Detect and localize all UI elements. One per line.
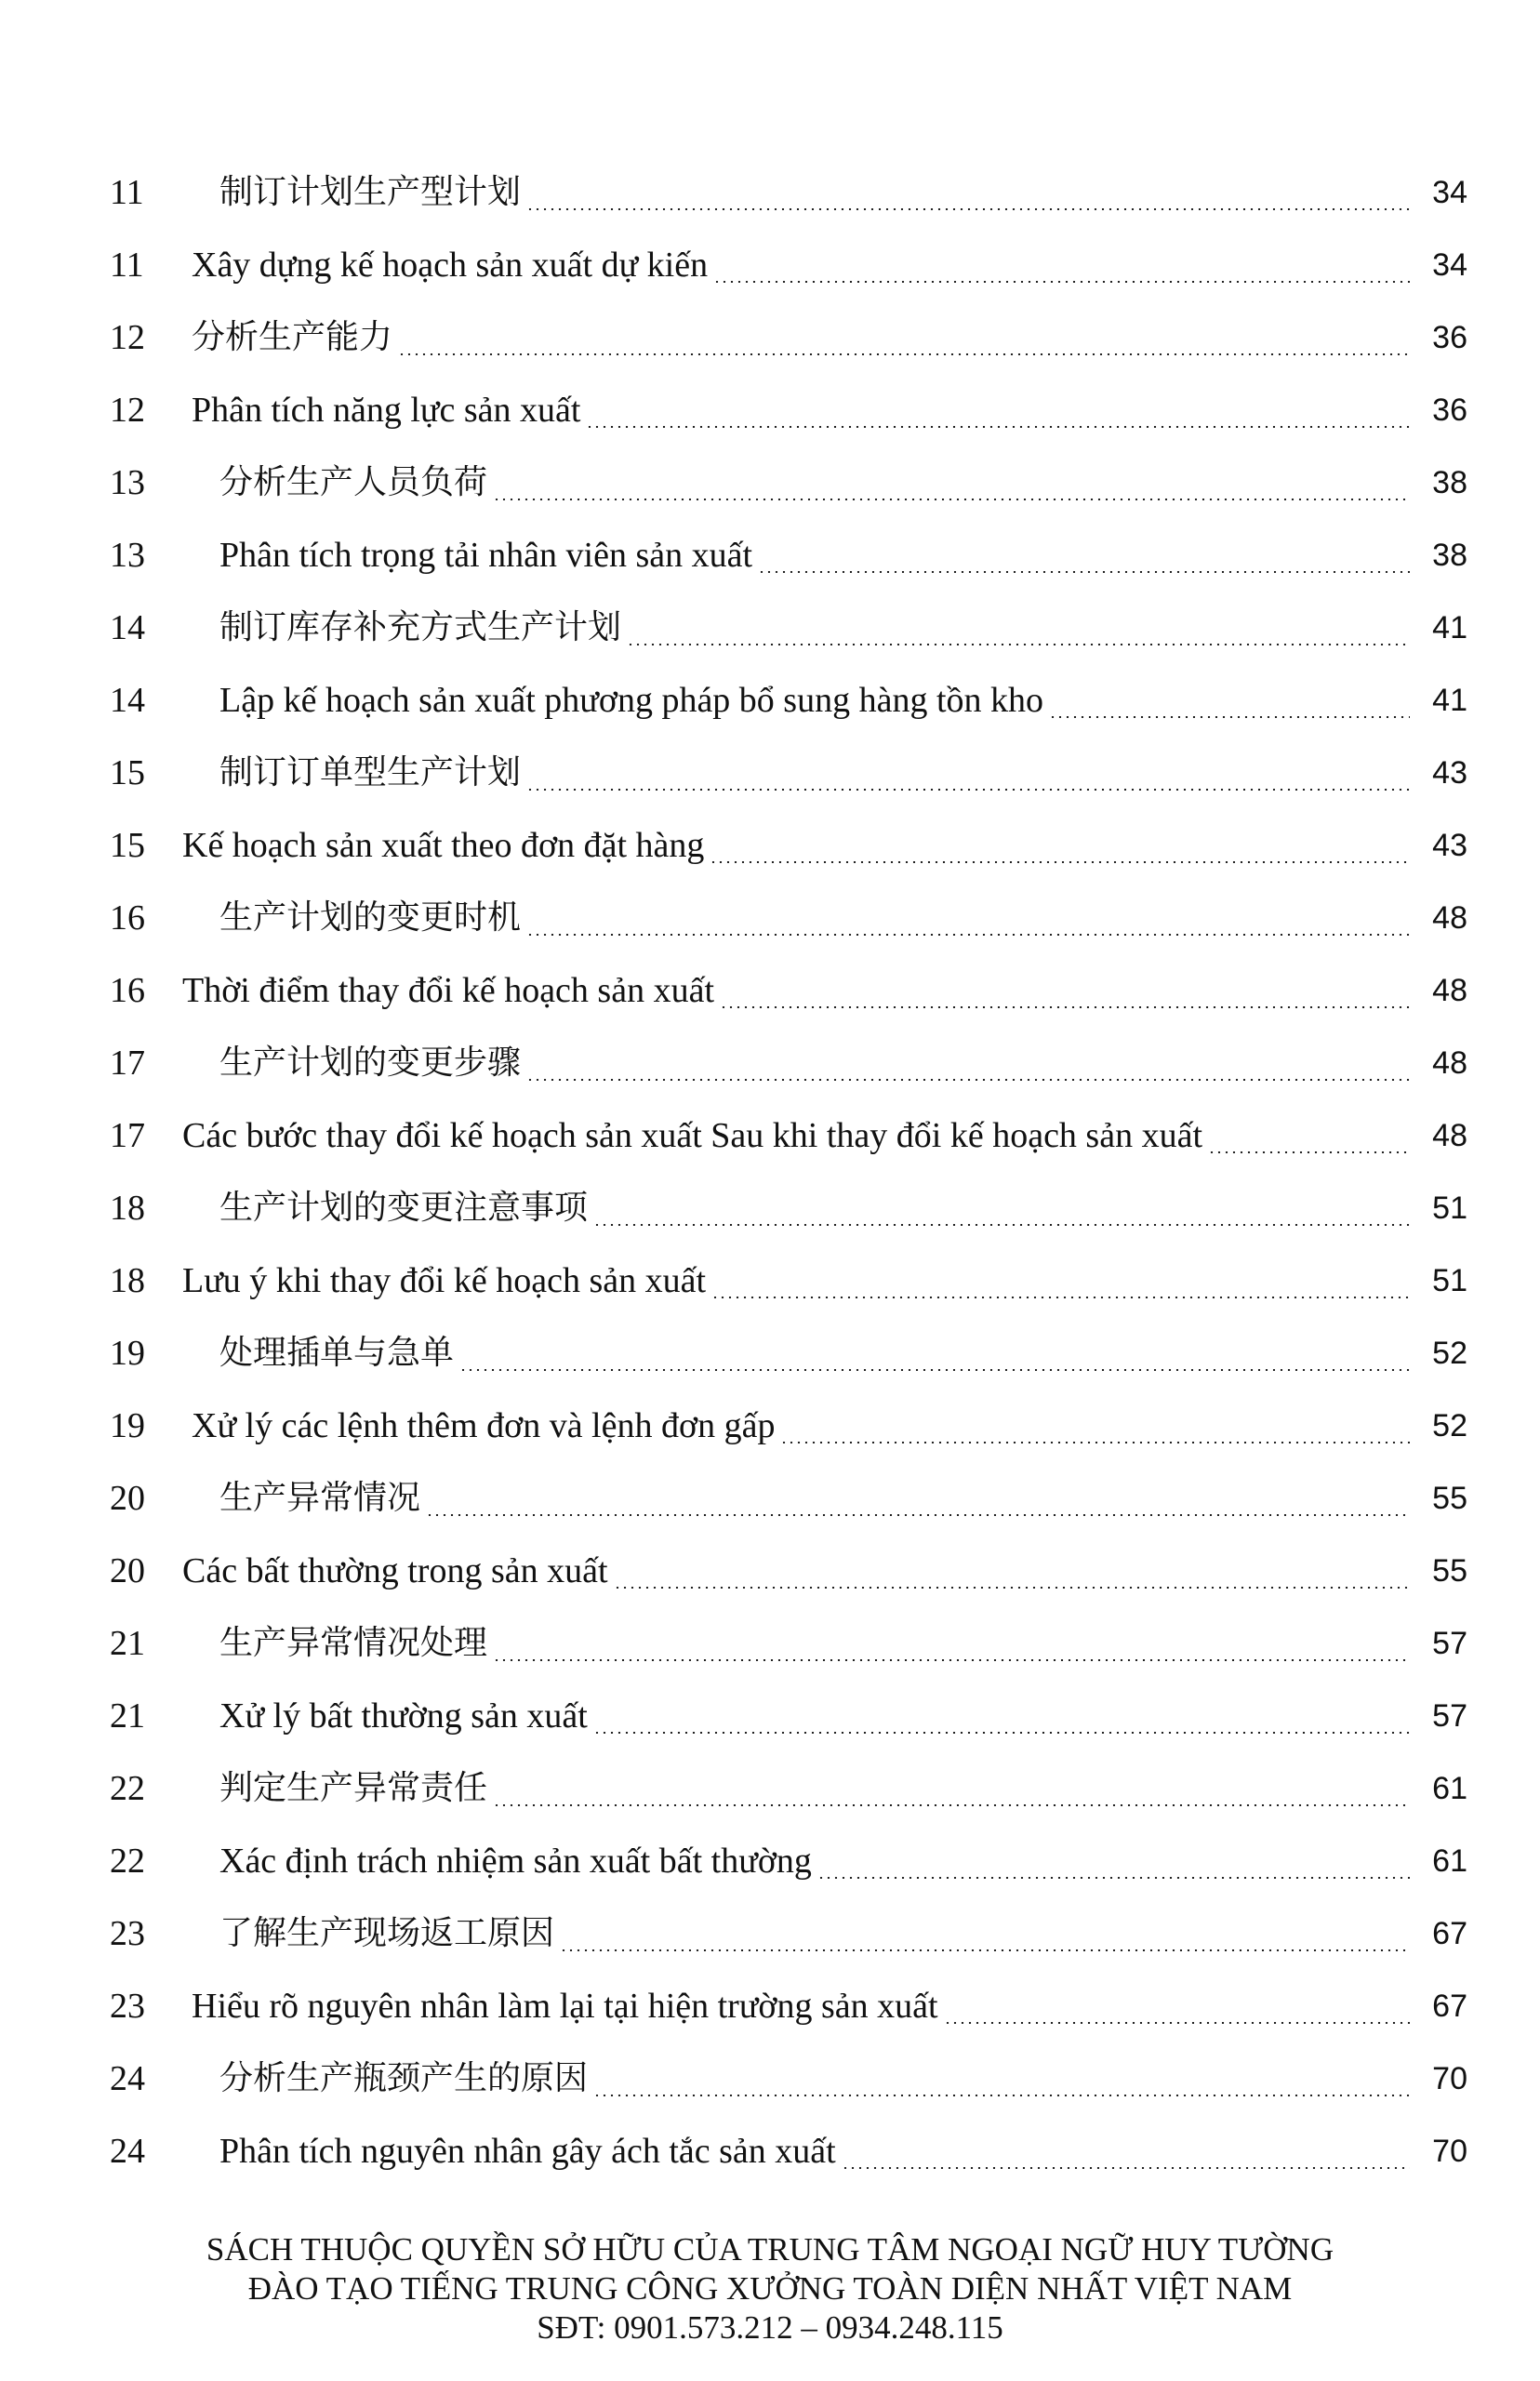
toc-entry-title: 制订计划生产型计划 bbox=[219, 173, 522, 211]
footer-ownership-line: SÁCH THUỘC QUYỀN SỞ HỮU CỦA TRUNG TÂM NGOẠI NGỮ HUY TƯỜNG bbox=[206, 2231, 1334, 2268]
toc-entry-page-number: 43 bbox=[1432, 755, 1467, 791]
toc-dot-leader bbox=[780, 1442, 1410, 1443]
footer-phone-line: SĐT: 0901.573.212 – 0934.248.115 bbox=[537, 2309, 1003, 2346]
toc-entry[interactable] bbox=[110, 1607, 1467, 1680]
toc-entry-page-number: 61 bbox=[1432, 1771, 1467, 1806]
toc-entry-number: 13 bbox=[110, 463, 145, 502]
toc-entry-page-number: 51 bbox=[1432, 1190, 1467, 1226]
toc-entry-title: 分析生产能力 bbox=[192, 318, 393, 356]
toc-entry-page-number: 57 bbox=[1432, 1626, 1467, 1661]
toc-entry-title: 生产计划的变更步骤 bbox=[219, 1044, 522, 1082]
toc-dot-leader bbox=[493, 1804, 1410, 1806]
toc-entry[interactable] bbox=[110, 1752, 1467, 1825]
toc-entry-number: 20 bbox=[110, 1479, 145, 1518]
toc-entry-page-number: 48 bbox=[1432, 900, 1467, 936]
toc-entry-number: 17 bbox=[110, 1044, 145, 1083]
toc-entry-page-number: 36 bbox=[1432, 392, 1467, 428]
toc-dot-leader bbox=[593, 1224, 1410, 1226]
toc-entry-number: 21 bbox=[110, 1696, 145, 1736]
toc-entry-page-number: 34 bbox=[1432, 247, 1467, 283]
toc-entry[interactable] bbox=[110, 1390, 1467, 1462]
toc-dot-leader bbox=[758, 571, 1410, 573]
toc-entry[interactable] bbox=[110, 592, 1467, 664]
toc-entry-title: Xác định trách nhiệm sản xuất bất thường bbox=[219, 1842, 812, 1881]
toc-entry-title: Kế hoạch sản xuất theo đơn đặt hàng bbox=[182, 826, 705, 865]
toc-entry[interactable] bbox=[110, 1099, 1467, 1172]
toc-entry-title: 制订库存补充方式生产计划 bbox=[219, 608, 622, 646]
toc-entry-number: 11 bbox=[110, 246, 144, 285]
toc-dot-leader bbox=[586, 426, 1410, 428]
toc-entry-number: 12 bbox=[110, 391, 145, 430]
toc-dot-leader bbox=[526, 934, 1410, 936]
toc-dot-leader bbox=[493, 499, 1410, 500]
toc-entry-title: Phân tích trọng tải nhân viên sản xuất bbox=[219, 536, 753, 575]
toc-dot-leader bbox=[526, 789, 1410, 791]
toc-entry-number: 16 bbox=[110, 971, 145, 1010]
toc-entry-number: 20 bbox=[110, 1551, 145, 1590]
page-footer bbox=[0, 2230, 1540, 2348]
toc-entry[interactable] bbox=[110, 1172, 1467, 1244]
toc-entry-number: 21 bbox=[110, 1624, 145, 1663]
toc-entry-number: 15 bbox=[110, 826, 145, 865]
toc-entry-title: 判定生产异常责任 bbox=[219, 1769, 488, 1807]
toc-entry-page-number: 70 bbox=[1432, 2061, 1467, 2096]
toc-dot-leader bbox=[398, 353, 1410, 355]
toc-entry-page-number: 67 bbox=[1432, 1989, 1467, 2024]
toc-entry-title: Thời điểm thay đổi kế hoạch sản xuất bbox=[182, 971, 715, 1010]
toc-entry[interactable] bbox=[110, 954, 1467, 1027]
toc-entry[interactable] bbox=[110, 374, 1467, 446]
toc-entry-page-number: 48 bbox=[1432, 1045, 1467, 1081]
toc-entry-number: 23 bbox=[110, 1914, 145, 1953]
toc-entry[interactable] bbox=[110, 1825, 1467, 1897]
toc-entry[interactable] bbox=[110, 301, 1467, 374]
toc-entry-title: 处理插单与急单 bbox=[219, 1334, 455, 1372]
toc-entry-page-number: 55 bbox=[1432, 1553, 1467, 1589]
toc-entry-page-number: 34 bbox=[1432, 175, 1467, 210]
toc-entry-title: Phân tích năng lực sản xuất bbox=[192, 391, 581, 430]
toc-dot-leader bbox=[493, 1659, 1410, 1661]
toc-entry-number: 11 bbox=[110, 173, 144, 212]
toc-entry-page-number: 41 bbox=[1432, 610, 1467, 645]
toc-entry-number: 19 bbox=[110, 1334, 145, 1373]
toc-dot-leader bbox=[944, 2022, 1410, 2024]
toc-entry-page-number: 67 bbox=[1432, 1916, 1467, 1951]
toc-entry-title: Lập kế hoạch sản xuất phương pháp bổ sung hàng tồn kho bbox=[219, 681, 1044, 720]
toc-entry-number: 24 bbox=[110, 2132, 145, 2171]
toc-entry-title: Xây dựng kế hoạch sản xuất dự kiến bbox=[192, 246, 709, 285]
toc-entry-title: Các bất thường trong sản xuất bbox=[182, 1551, 608, 1590]
toc-entry[interactable] bbox=[110, 882, 1467, 954]
toc-entry[interactable] bbox=[110, 2115, 1467, 2188]
toc-dot-leader bbox=[593, 1732, 1410, 1734]
toc-dot-leader bbox=[720, 1006, 1410, 1008]
toc-entry-title: 制订订单型生产计划 bbox=[219, 753, 522, 791]
toc-dot-leader bbox=[711, 1297, 1410, 1298]
toc-entry-page-number: 38 bbox=[1432, 538, 1467, 573]
toc-entry[interactable] bbox=[110, 519, 1467, 592]
toc-entry-title: 生产异常情况处理 bbox=[219, 1624, 488, 1662]
toc-entry-page-number: 48 bbox=[1432, 1118, 1467, 1153]
toc-dot-leader bbox=[713, 281, 1410, 283]
toc-entry-number: 18 bbox=[110, 1261, 145, 1300]
toc-entry-page-number: 70 bbox=[1432, 2134, 1467, 2169]
toc-entry-number: 15 bbox=[110, 753, 145, 792]
toc-entry-page-number: 48 bbox=[1432, 973, 1467, 1008]
toc-dot-leader bbox=[593, 2095, 1410, 2096]
toc-entry-number: 24 bbox=[110, 2059, 145, 2098]
toc-entry-title: Lưu ý khi thay đổi kế hoạch sản xuất bbox=[182, 1261, 707, 1300]
toc-entry-page-number: 52 bbox=[1432, 1336, 1467, 1371]
toc-entry[interactable] bbox=[110, 809, 1467, 882]
toc-entry-title: 生产计划的变更注意事项 bbox=[219, 1189, 589, 1227]
toc-entry-title: Hiểu rõ nguyên nhân làm lại tại hiện trường sản xuất bbox=[192, 1987, 938, 2026]
toc-entry-title: 生产异常情况 bbox=[219, 1479, 421, 1517]
toc-entry-page-number: 36 bbox=[1432, 320, 1467, 355]
toc-entry-number: 16 bbox=[110, 898, 145, 938]
toc-entry-number: 17 bbox=[110, 1116, 145, 1155]
toc-entry[interactable] bbox=[110, 1970, 1467, 2042]
toc-entry-title: 了解生产现场返工原因 bbox=[219, 1914, 555, 1952]
toc-entry-page-number: 52 bbox=[1432, 1408, 1467, 1443]
toc-entry-title: 分析生产瓶颈产生的原因 bbox=[219, 2059, 589, 2097]
toc-dot-leader bbox=[817, 1877, 1410, 1879]
toc-dot-leader bbox=[614, 1587, 1410, 1589]
toc-entry-page-number: 61 bbox=[1432, 1843, 1467, 1879]
toc-dot-leader bbox=[710, 861, 1410, 863]
toc-entry[interactable] bbox=[110, 446, 1467, 519]
toc-entry-number: 14 bbox=[110, 681, 145, 720]
toc-entry-number: 13 bbox=[110, 536, 145, 575]
toc-dot-leader bbox=[526, 208, 1410, 210]
toc-entry-title: Xử lý các lệnh thêm đơn và lệnh đơn gấp bbox=[192, 1406, 776, 1445]
toc-entry-page-number: 38 bbox=[1432, 465, 1467, 500]
toc-dot-leader bbox=[627, 644, 1410, 645]
toc-entry[interactable] bbox=[110, 1317, 1467, 1390]
toc-dot-leader bbox=[426, 1514, 1410, 1516]
toc-entry-title: Các bước thay đổi kế hoạch sản xuất Sau khi thay đổi kế hoạch sản xuất bbox=[182, 1116, 1203, 1155]
toc-entry-page-number: 41 bbox=[1432, 683, 1467, 718]
toc-dot-leader bbox=[1049, 716, 1410, 718]
toc-entry-number: 19 bbox=[110, 1406, 145, 1445]
toc-dot-leader bbox=[560, 1949, 1410, 1951]
toc-entry-page-number: 55 bbox=[1432, 1481, 1467, 1516]
toc-entry-number: 23 bbox=[110, 1987, 145, 2026]
toc-entry[interactable] bbox=[110, 1897, 1467, 1970]
toc-entry[interactable] bbox=[110, 2042, 1467, 2115]
toc-entry[interactable] bbox=[110, 1027, 1467, 1099]
toc-dot-leader bbox=[459, 1369, 1410, 1371]
toc-entry-title: Xử lý bất thường sản xuất bbox=[219, 1696, 588, 1736]
toc-entry-number: 14 bbox=[110, 608, 145, 647]
toc-entry[interactable] bbox=[110, 1680, 1467, 1752]
toc-dot-leader bbox=[842, 2167, 1410, 2169]
toc-entry[interactable] bbox=[110, 1462, 1467, 1535]
toc-entry-title: 分析生产人员负荷 bbox=[219, 463, 488, 501]
toc-entry[interactable] bbox=[110, 664, 1467, 737]
toc-entry[interactable] bbox=[110, 1244, 1467, 1317]
toc-entry[interactable] bbox=[110, 1535, 1467, 1607]
toc-dot-leader bbox=[526, 1079, 1410, 1081]
table-of-contents bbox=[110, 156, 1467, 2188]
toc-entry[interactable] bbox=[110, 156, 1467, 229]
toc-entry[interactable] bbox=[110, 737, 1467, 809]
toc-entry-page-number: 43 bbox=[1432, 828, 1467, 863]
footer-training-line: ĐÀO TẠO TIẾNG TRUNG CÔNG XƯỞNG TOÀN DIỆN NHẤT VIỆT NAM bbox=[247, 2270, 1293, 2307]
toc-entry-title: 生产计划的变更时机 bbox=[219, 898, 522, 937]
toc-entry-title: Phân tích nguyên nhân gây ách tắc sản xuất bbox=[219, 2132, 836, 2171]
toc-entry-page-number: 57 bbox=[1432, 1698, 1467, 1734]
toc-dot-leader bbox=[1208, 1151, 1410, 1153]
toc-entry-number: 22 bbox=[110, 1842, 145, 1881]
toc-entry-number: 22 bbox=[110, 1769, 145, 1808]
toc-entry-number: 12 bbox=[110, 318, 145, 357]
toc-entry-page-number: 51 bbox=[1432, 1263, 1467, 1298]
toc-entry-number: 18 bbox=[110, 1189, 145, 1228]
toc-entry[interactable] bbox=[110, 229, 1467, 301]
